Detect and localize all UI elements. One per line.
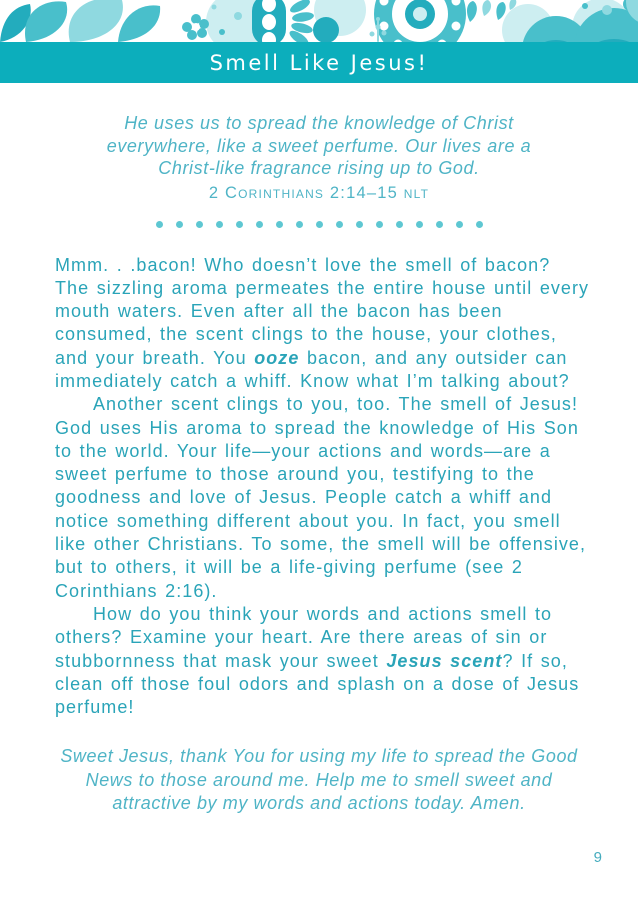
paragraph-text: How do you think your words and actions smell to others? Examine your heart. Are there areas of sin or stubbornness that mask your sweet	[55, 603, 553, 671]
divider-dot	[396, 221, 403, 228]
art-dot	[602, 5, 612, 15]
divider-dot	[256, 221, 263, 228]
art-dot	[582, 3, 588, 9]
dahlia-flower	[374, 0, 466, 42]
divider-dot	[196, 221, 203, 228]
divider-dot	[216, 221, 223, 228]
divider-dot	[276, 221, 283, 228]
emphasized-text: ooze	[254, 347, 300, 368]
divider-dot	[456, 221, 463, 228]
paragraph-text: bacon, and any outsider can immediately catch a whiff. Know what I’m talking about?	[55, 347, 570, 391]
floral-header-art	[0, 0, 638, 42]
divider-dot	[236, 221, 243, 228]
leaf-shape	[25, 1, 67, 42]
divider-dot	[376, 221, 383, 228]
art-circle	[313, 17, 339, 42]
divider-dot	[436, 221, 443, 228]
dots-divider	[0, 221, 638, 228]
divider-dot	[176, 221, 183, 228]
divider-dot	[476, 221, 483, 228]
page-number: 9	[593, 849, 602, 866]
body-paragraph	[55, 393, 590, 603]
divider-dot	[316, 221, 323, 228]
emphasized-text: Jesus scent	[386, 650, 503, 671]
leaf-shape	[69, 0, 123, 42]
divider-dot	[356, 221, 363, 228]
chapter-title: Smell Like Jesus!	[209, 50, 429, 75]
small-flower	[182, 14, 209, 40]
art-dot	[234, 12, 242, 20]
feather-petals	[287, 0, 314, 42]
divider-dot	[336, 221, 343, 228]
closing-prayer: Sweet Jesus, thank You for using my life to spread the Good News to those around me. Help me to smell sweet and attractive by my words and actions today. Amen.	[60, 746, 578, 814]
seed-pod	[252, 0, 286, 42]
divider-dot	[296, 221, 303, 228]
scripture-quote: He uses us to spread the knowledge of Christ everywhere, like a sweet perfume. Our lives are a Christ-like fragrance rising up to God.	[106, 113, 532, 178]
leaf-shape	[118, 5, 160, 42]
paragraph-text: Mmm. . .bacon! Who doesn’t love the smell of bacon? The sizzling aroma permeates the entire house until every mouth waters. Even after all the bacon has been consumed, the scent clings to the house, your clothes, and your breath. You	[55, 254, 590, 368]
scripture-reference: 2 Corinthians 2:14–15 nlt	[208, 183, 430, 202]
paragraph-text: ? If so, clean off those foul odors and splash on a dose of Jesus perfume!	[55, 650, 580, 718]
devotional-body	[55, 254, 590, 720]
divider-dot	[416, 221, 423, 228]
body-paragraph	[55, 254, 590, 394]
art-dot	[219, 29, 225, 35]
art-dot	[212, 5, 217, 10]
chapter-title-banner	[0, 42, 638, 83]
body-paragraph	[55, 603, 590, 719]
paragraph-text: Another scent clings to you, too. The smell of Jesus! God uses His aroma to spread the knowledge of His Son to the world. Your life—your actions and words—are a sweet perfume to those around you, testifying to the goodness and love of Jesus. People catch a whiff and notice something different about you. In fact, you smell like other Christians. To some, the smell will be offensive, but to others, it will be a life-giving perfume (see 2 Corinthians 2:16).	[55, 394, 587, 601]
divider-dot	[156, 221, 163, 228]
